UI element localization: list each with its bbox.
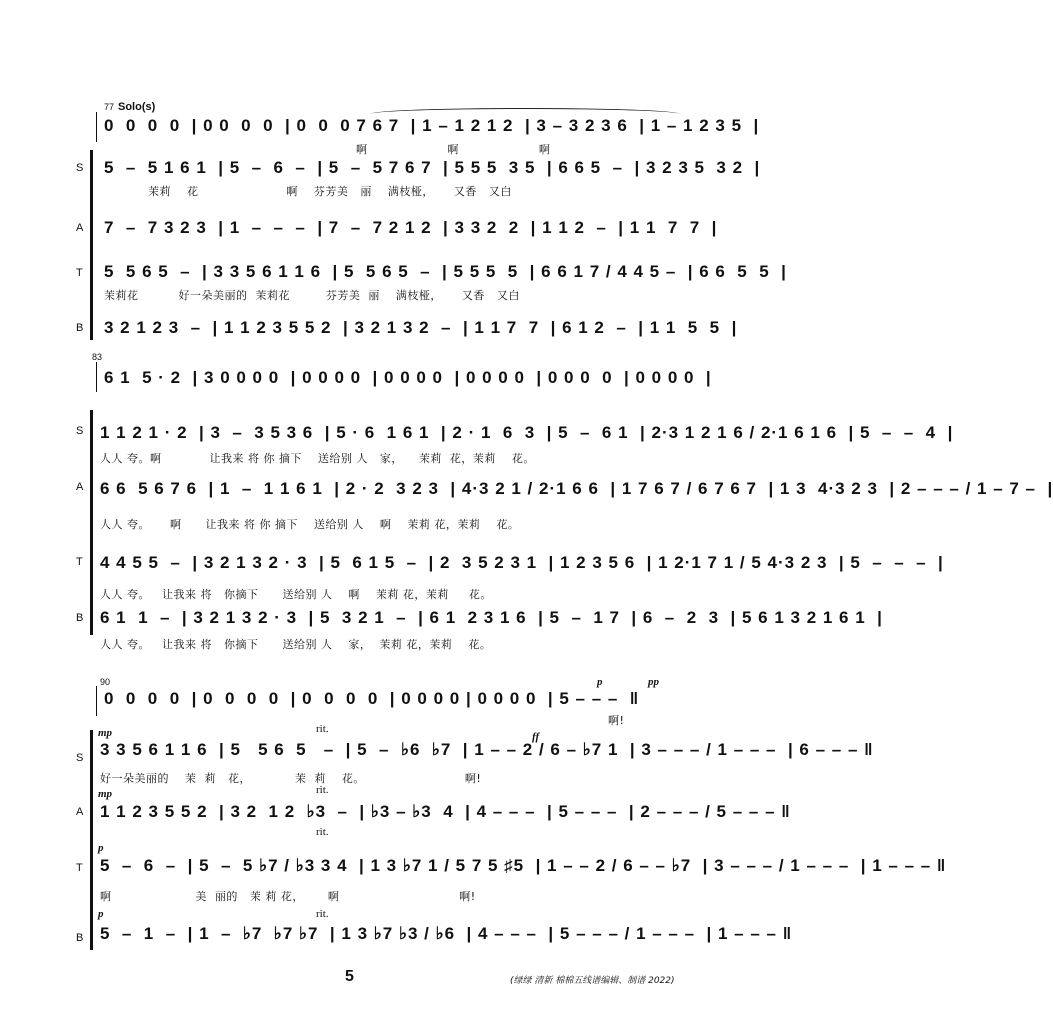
barline-start <box>96 362 97 392</box>
solo-notes: 0 0 0 0 | 0 0 0 0 | 0 0 0 0 | 0 0 0 0 | 0 0 0 0 | 5 – – – ‖ <box>104 689 640 708</box>
choir-bracket <box>90 410 93 635</box>
part-label-s: S <box>76 752 84 764</box>
alto-notes: 6 6 5 6 7 6 | 1 – 1 1 6 1 | 2 · 2 3 2 3 | 4·3 2 1 / 2·1 6 6 | 1 7 6 7 / 6 7 6 7 | 1 3 4·3 2 3 | 2 – – – / 1 – 7 – | <box>100 479 1053 498</box>
part-label-s: S <box>76 162 84 174</box>
alto-lyrics: 人人 夸。 啊 让我来 将 你 摘下 送给别 人 啊 茉莉 花，茉莉 花。 <box>100 518 520 531</box>
page-number: 5 <box>345 968 354 985</box>
soprano-lyrics: 茉莉 花 啊 芬芳美 丽 满枝桠， 又香 又白 <box>148 185 512 198</box>
part-label-a: A <box>76 806 84 818</box>
bass-notes: 5 – 1 – | 1 – ♭7 ♭7 ♭7 | 1 3 ♭7 ♭3 / ♭6 | 4 – – – | 5 – – – / 1 – – – | 1 – – – ‖ <box>100 924 793 943</box>
soprano-notes: 3 3 5 6 1 1 6 | 5 5 6 5 – | 5 – ♭6 ♭7 | 1 – – 2 / 6 – ♭7 1 | 3 – – – / 1 – – – | 6 – – – ‖ <box>100 740 874 759</box>
dynamic-p: p <box>597 676 603 688</box>
tenor-notes: 4 4 5 5 – | 3 2 1 3 2 · 3 | 5 6 1 5 – | 2 3 5 2 3 1 | 1 2 3 5 6 | 1 2·1 7 1 / 5 4·3 2 3 | 5 – – – | <box>100 553 944 572</box>
part-label-t: T <box>76 862 83 874</box>
soprano-lyrics: 好一朵美丽的 茉 莉 花， 茉 莉 花。 啊! <box>100 772 482 785</box>
part-label-t: T <box>76 556 83 568</box>
part-label-b: B <box>76 612 84 624</box>
phrase-slur <box>370 108 680 115</box>
part-label-a: A <box>76 222 84 234</box>
part-label-t: T <box>76 267 83 279</box>
solo-end-lyric: 啊! <box>608 714 625 727</box>
alto-notes: 1 1 2 3 5 5 2 | 3 2 1 2 ♭3 – | ♭3 – ♭3 4 | 4 – – – | 5 – – – | 2 – – – / 5 – – – ‖ <box>100 802 791 821</box>
credit-line: (绿绿 清新 棉棉五线谱编辑、制谱 2022) <box>510 976 675 986</box>
dynamic-ff: ff <box>532 731 540 743</box>
tenor-notes: 5 – 6 – | 5 – 5 ♭7 / ♭3 3 4 | 1 3 ♭7 1 / 5 7 5 ♯5 | 1 – – 2 / 6 – – ♭7 | 3 – – – / 1 – – – | 1 – – – ‖ <box>100 856 947 875</box>
rit-marking: rit. <box>316 826 329 838</box>
bass-notes: 3 2 1 2 3 – | 1 1 2 3 5 5 2 | 3 2 1 3 2 – | 1 1 7 7 | 6 1 2 – | 1 1 5 5 | <box>104 318 738 337</box>
soprano-notes: 5 – 5 1 6 1 | 5 – 6 – | 5 – 5 7 6 7 | 5 5 5 3 5 | 6 6 5 – | 3 2 3 5 3 2 | <box>104 158 761 177</box>
part-label-a: A <box>76 481 84 493</box>
part-label-b: B <box>76 932 84 944</box>
dynamic-mp: mp <box>98 727 113 739</box>
rit-marking: rit. <box>316 908 329 920</box>
part-label-b: B <box>76 322 84 334</box>
solo-label: Solo(s) <box>118 101 156 113</box>
dynamic-pp: pp <box>648 676 659 688</box>
rit-marking: rit. <box>316 784 329 796</box>
solo-notes: 0 0 0 0 | 0 0 0 0 | 0 0 0 7 6 7 | 1 – 1 2 1 2 | 3 – 3 2 3 6 | 1 – 1 2 3 5 | <box>104 116 760 135</box>
tenor-lyrics: 茉莉花 好一朵美丽的 茉莉花 芬芳美 丽 满枝桠， 又香 又白 <box>104 289 520 302</box>
soprano-lyrics: 人人 夸。啊 让我来 将 你 摘下 送给别 人 家， 茉莉 花，茉莉 花。 <box>100 452 535 465</box>
measure-number: 90 <box>100 677 111 687</box>
tenor-notes: 5 5 6 5 – | 3 3 5 6 1 1 6 | 5 5 6 5 – | 5 5 5 5 | 6 6 1 7 / 4 4 5 – | 6 6 5 5 | <box>104 262 787 281</box>
tenor-lyrics: 人人 夸。 让我来 将 你摘下 送给别 人 啊 茉莉 花，茉莉 花。 <box>100 588 492 601</box>
solo-lyrics: 啊 啊 啊 <box>356 143 551 156</box>
barline-start <box>96 112 97 142</box>
barline-start <box>96 686 97 716</box>
dynamic-p: p <box>98 908 104 920</box>
choir-bracket <box>90 150 93 340</box>
measure-number: 83 <box>92 352 103 362</box>
alto-notes: 7 – 7 3 2 3 | 1 – – – | 7 – 7 2 1 2 | 3 3 2 2 | 1 1 2 – | 1 1 7 7 | <box>104 218 718 237</box>
dynamic-p: p <box>98 842 104 854</box>
tenor-lyrics: 啊 美 丽的 茉 莉 花， 啊 啊! <box>100 890 476 903</box>
rit-marking: rit. <box>316 723 329 735</box>
choir-bracket <box>90 730 93 950</box>
part-label-s: S <box>76 425 84 437</box>
dynamic-mp: mp <box>98 788 113 800</box>
soprano-notes: 1 1 2 1 · 2 | 3 – 3 5 3 6 | 5 · 6 1 6 1 | 2 · 1 6 3 | 5 – 6 1 | 2·3 1 2 1 6 / 2·1 6 1 6 | 5 – – 4 | <box>100 423 954 442</box>
solo-notes: 6 1 5 · 2 | 3 0 0 0 0 | 0 0 0 0 | 0 0 0 0 | 0 0 0 0 | 0 0 0 0 | 0 0 0 0 | <box>104 368 712 387</box>
measure-number: 77 <box>104 102 115 112</box>
bass-notes: 6 1 1 – | 3 2 1 3 2 · 3 | 5 3 2 1 – | 6 1 2 3 1 6 | 5 – 1 7 | 6 – 2 3 | 5 6 1 3 2 1 6 1 | <box>100 608 883 627</box>
bass-lyrics: 人人 夸。 让我来 将 你摘下 送给别 人 家， 茉莉 花，茉莉 花。 <box>100 638 492 651</box>
